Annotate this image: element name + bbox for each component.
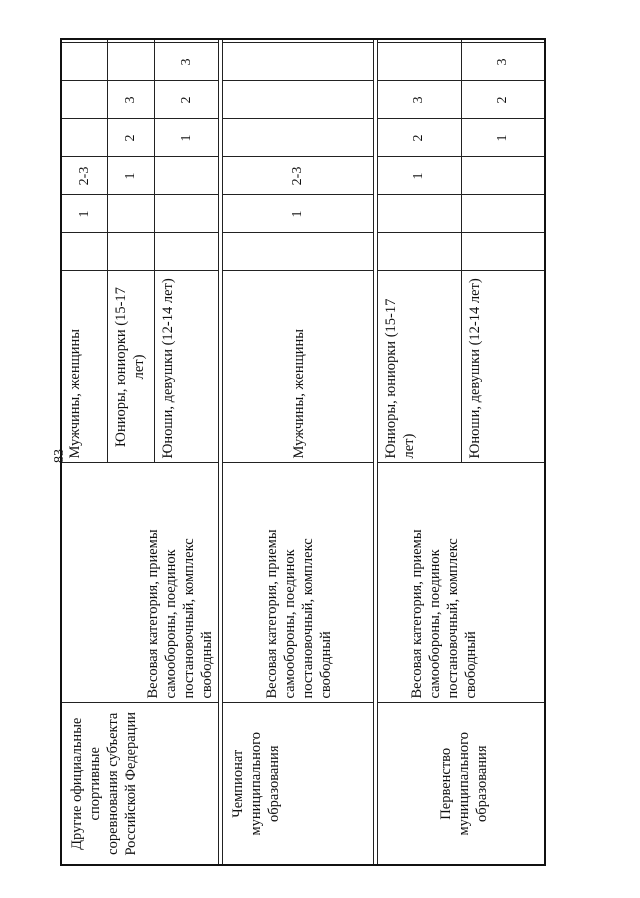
place-cell: 1 bbox=[108, 157, 155, 195]
place-cell: 2 bbox=[378, 119, 462, 157]
place-cell bbox=[61, 39, 108, 43]
place-cell bbox=[378, 195, 462, 233]
place-cell: 2-3 bbox=[222, 157, 373, 195]
place-cell: 2 bbox=[108, 119, 155, 157]
place-cell bbox=[61, 119, 108, 157]
group-cell: Юниоры, юниорки (15-17 лет) bbox=[108, 271, 155, 463]
place-cell: 3 bbox=[108, 81, 155, 119]
group-cell: Мужчины, женщины bbox=[61, 271, 108, 463]
place-cell: 1 bbox=[222, 195, 373, 233]
place-cell bbox=[222, 119, 373, 157]
discipline-cell: Весовая категория, приемы самообороны, поединок постановочный, комплекс свободный bbox=[222, 463, 373, 703]
place-cell: 1 bbox=[461, 119, 545, 157]
discipline-cell: Весовая категория, приемы самообороны, поединок постановочный, комплекс свободный bbox=[378, 463, 546, 703]
place-cell: 1 bbox=[155, 119, 218, 157]
place-cell: 3 bbox=[155, 43, 218, 81]
place-cell: 3 bbox=[461, 43, 545, 81]
place-cell bbox=[155, 195, 218, 233]
group-cell: Мужчины, женщины bbox=[222, 271, 373, 463]
place-cell bbox=[378, 39, 462, 43]
place-cell: 3 bbox=[378, 81, 462, 119]
place-cell bbox=[155, 39, 218, 43]
place-cell: 2 bbox=[155, 81, 218, 119]
place-cell bbox=[378, 233, 462, 271]
place-cell bbox=[222, 81, 373, 119]
place-cell bbox=[61, 233, 108, 271]
competition-name-cell: Другие официальные спортивные соревнования субъекта Российской Федерации bbox=[61, 703, 218, 865]
place-cell bbox=[61, 43, 108, 81]
place-cell bbox=[108, 195, 155, 233]
page-number-text: 83 bbox=[52, 449, 67, 463]
rotated-table-container bbox=[60, 40, 546, 866]
place-cell bbox=[108, 233, 155, 271]
place-cell: 1 bbox=[61, 195, 108, 233]
table-row bbox=[378, 39, 462, 865]
table-row bbox=[61, 39, 108, 865]
group-cell: Юниоры, юниорки (15-17 лет) bbox=[378, 271, 462, 463]
place-cell: 2 bbox=[461, 81, 545, 119]
competition-table bbox=[60, 38, 546, 866]
place-cell bbox=[108, 43, 155, 81]
competition-name-cell: Чемпионат муниципального образования bbox=[222, 703, 373, 865]
place-cell bbox=[61, 81, 108, 119]
place-cell: 1 bbox=[378, 157, 462, 195]
table-row bbox=[222, 39, 373, 865]
place-cell bbox=[155, 157, 218, 195]
place-cell: 2-3 bbox=[61, 157, 108, 195]
competition-name-cell: Первенство муниципального образования bbox=[378, 703, 546, 865]
place-cell bbox=[108, 39, 155, 43]
group-cell: Юноши, девушки (12-14 лет) bbox=[461, 271, 545, 463]
discipline-cell: Весовая категория, приемы самообороны, поединок постановочный, комплекс свободный bbox=[61, 463, 218, 703]
group-cell: Юноши, девушки (12-14 лет) bbox=[155, 271, 218, 463]
place-cell bbox=[222, 43, 373, 81]
place-cell bbox=[222, 39, 373, 43]
place-cell bbox=[378, 43, 462, 81]
place-cell bbox=[222, 233, 373, 271]
place-cell bbox=[461, 39, 545, 43]
place-cell bbox=[461, 157, 545, 195]
place-cell bbox=[461, 195, 545, 233]
place-cell bbox=[155, 233, 218, 271]
place-cell bbox=[461, 233, 545, 271]
